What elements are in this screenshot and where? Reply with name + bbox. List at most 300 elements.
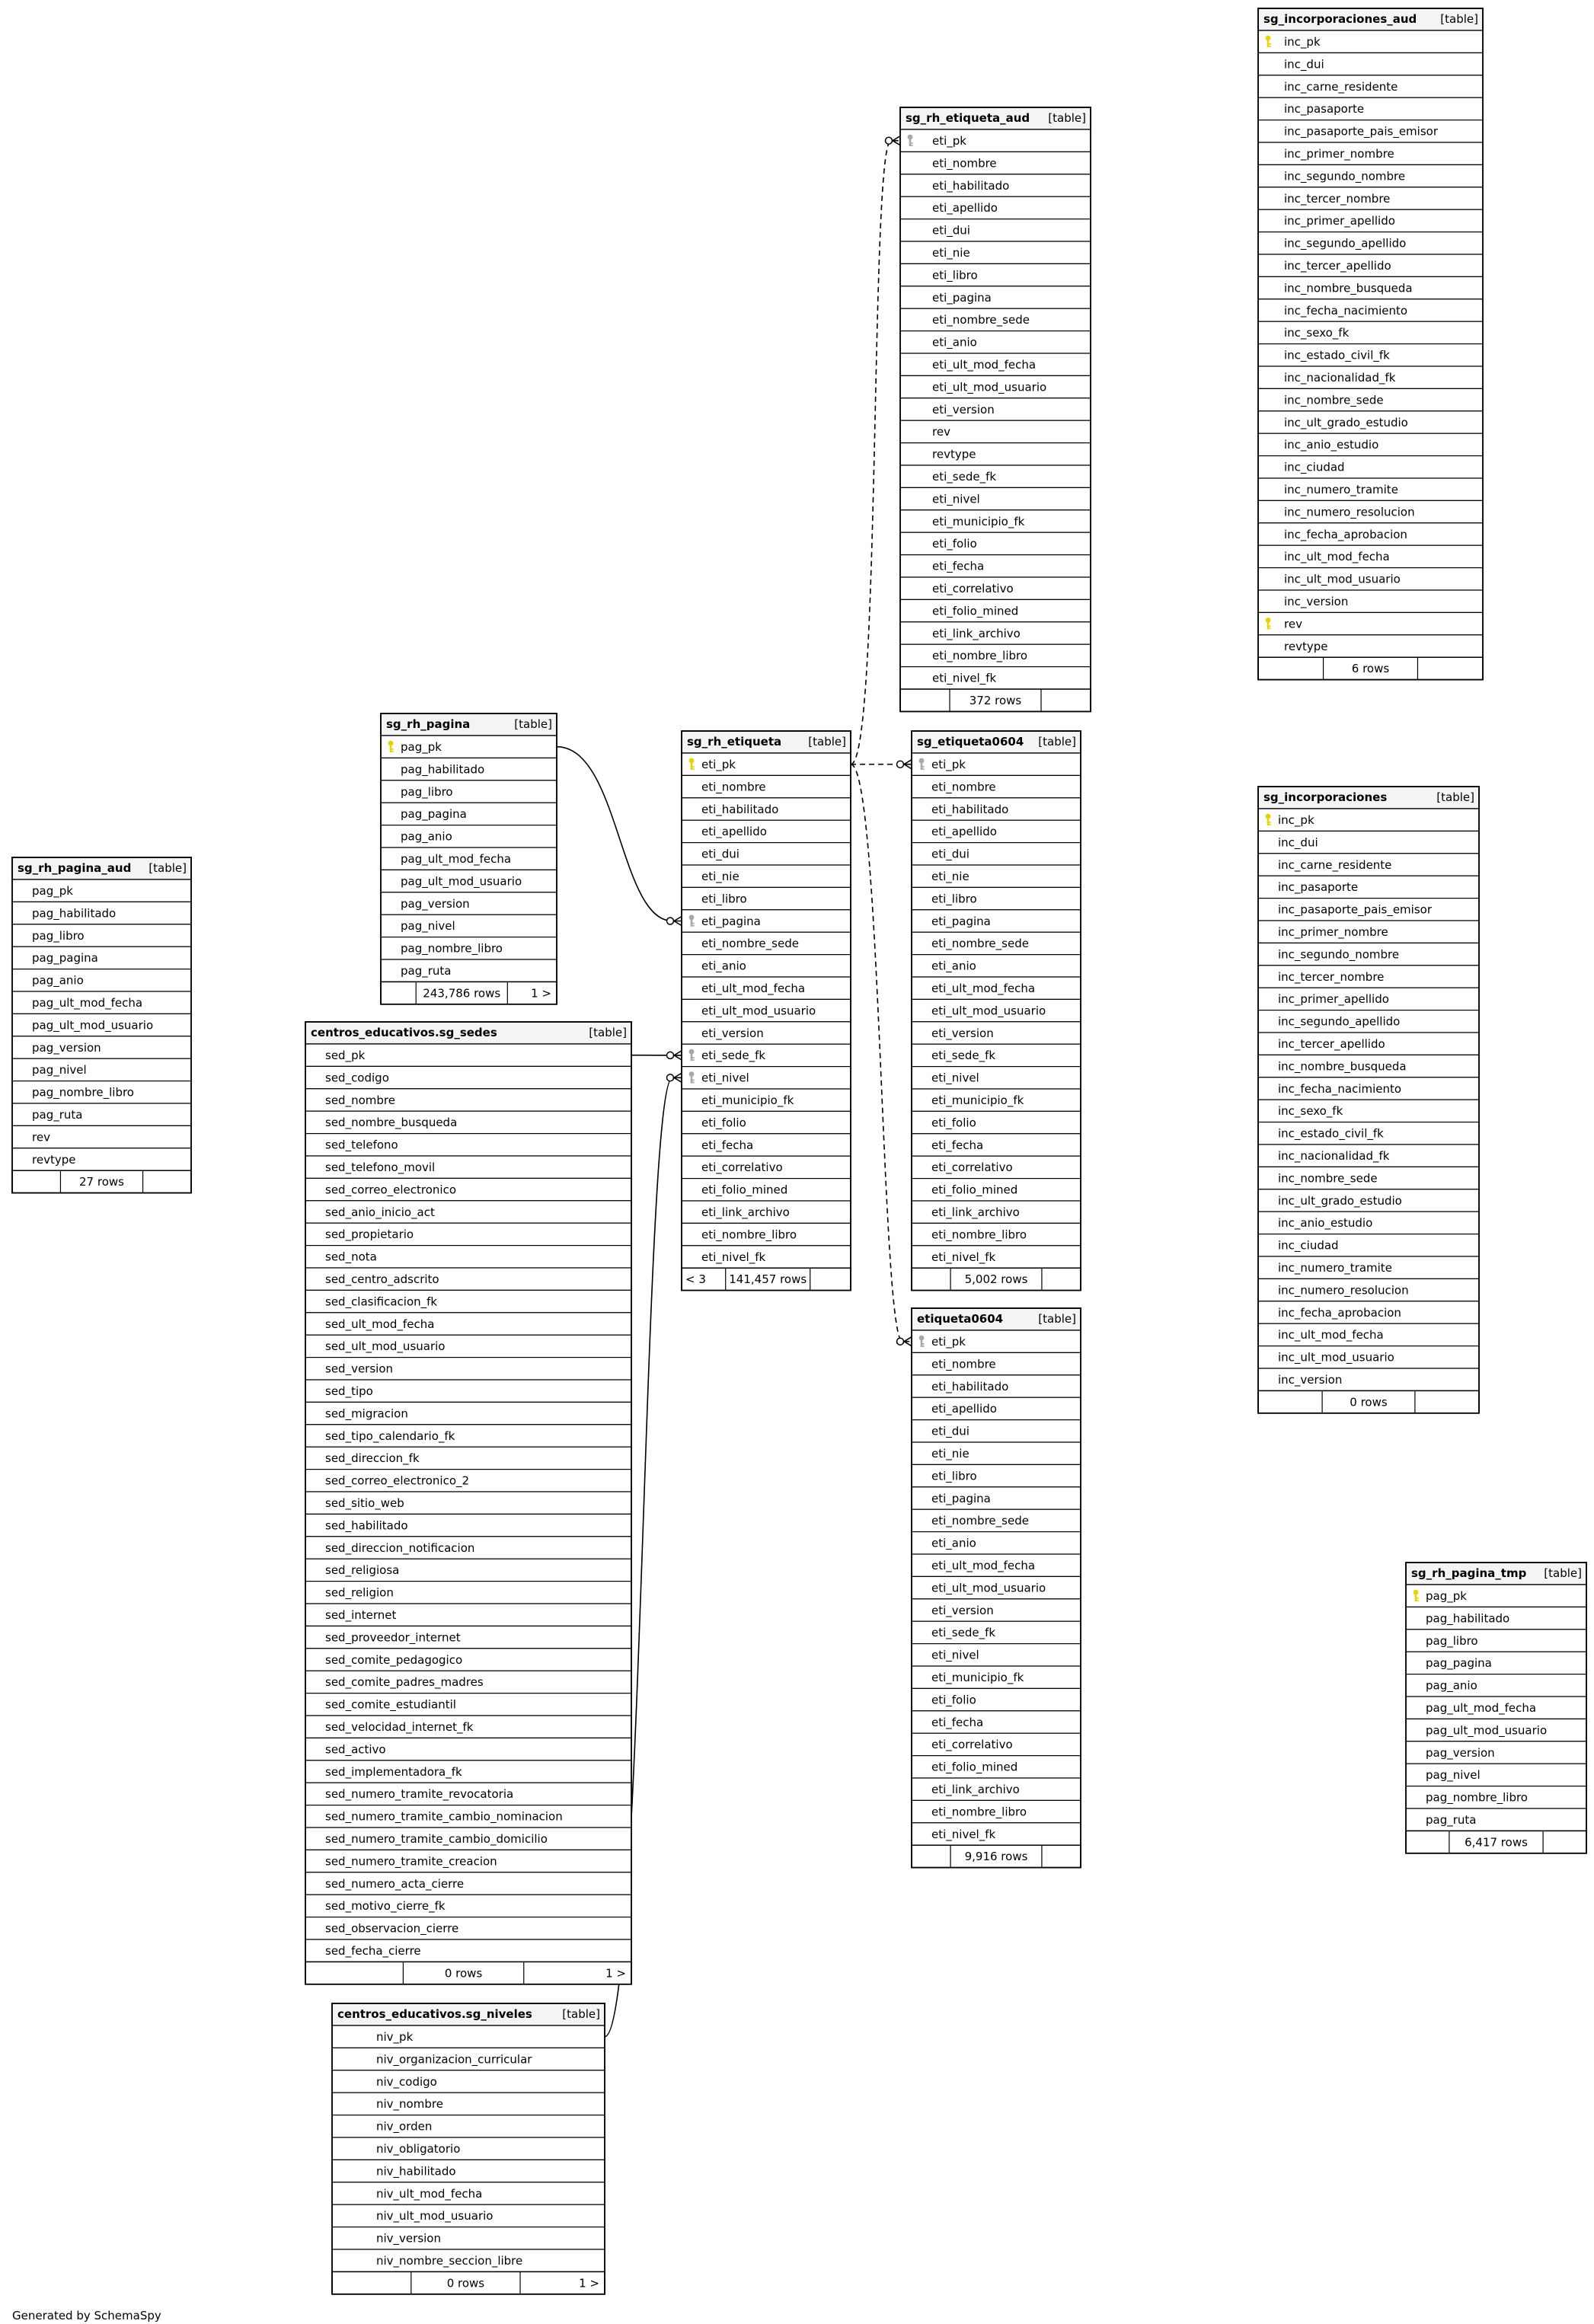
column-name: inc_ult_mod_fecha (1278, 1328, 1384, 1342)
row-count: 0 rows (1350, 1395, 1388, 1409)
column-name: eti_nivel_fk (701, 1250, 766, 1264)
column-name: pag_pk (401, 740, 442, 754)
column-name: sed_numero_acta_cierre (325, 1876, 465, 1891)
table-type-label: [table] (1038, 735, 1076, 749)
column-name: eti_municipio_fk (931, 1093, 1024, 1107)
column-name: eti_apellido (931, 1402, 997, 1416)
row-count: 6,417 rows (1465, 1835, 1528, 1850)
column-name: eti_correlativo (931, 1738, 1013, 1752)
column-row[interactable] (900, 263, 1091, 286)
column-name: niv_orden (376, 2119, 433, 2134)
column-name: eti_pagina (701, 914, 761, 928)
column-name: eti_ult_mod_fecha (701, 982, 806, 995)
column-name: eti_nombre_libro (931, 1227, 1027, 1242)
column-name: inc_version (1278, 1373, 1343, 1387)
column-name: eti_link_archivo (701, 1205, 790, 1219)
column-name: eti_nombre_sede (931, 1514, 1029, 1528)
column-name: eti_folio (932, 537, 977, 551)
column-name: sed_codigo (325, 1071, 389, 1085)
column-name: eti_ult_mod_usuario (932, 380, 1047, 394)
column-name: eti_nie (931, 1447, 969, 1460)
column-name: pag_pagina (401, 807, 467, 822)
column-name: sed_clasificacion_fk (325, 1294, 438, 1309)
column-name: eti_sede_fk (932, 470, 997, 484)
column-name: eti_sede_fk (931, 1626, 996, 1640)
column-name: eti_anio (701, 959, 746, 973)
column-name: inc_nombre_busqueda (1284, 281, 1413, 295)
column-name: sed_tipo_calendario_fk (325, 1429, 455, 1443)
column-name: inc_dui (1284, 57, 1324, 72)
column-name: eti_pk (701, 758, 736, 771)
column-name: niv_nombre (376, 2097, 443, 2112)
column-name: sed_version (325, 1362, 394, 1376)
column-name: sed_implementadora_fk (325, 1764, 462, 1779)
column-name: eti_fecha (931, 1138, 984, 1152)
column-name: sed_correo_electronico_2 (325, 1473, 470, 1488)
column-name: sed_nota (325, 1250, 377, 1264)
column-name: eti_version (931, 1026, 994, 1040)
column-name: inc_anio_estudio (1284, 438, 1379, 452)
column-name: eti_pagina (932, 290, 992, 305)
column-name: sed_numero_tramite_cambio_nominacion (325, 1809, 563, 1824)
column-name: eti_nivel_fk (932, 671, 997, 685)
column-name: pag_version (401, 896, 470, 911)
column-name: eti_link_archivo (931, 1205, 1020, 1219)
column-name: eti_pagina (931, 1491, 991, 1505)
column-name: inc_segundo_nombre (1278, 947, 1400, 962)
column-row[interactable] (900, 443, 1091, 465)
table-type-label: [table] (1048, 111, 1086, 125)
column-name: eti_nombre_libro (931, 1805, 1027, 1819)
column-name: eti_fecha (932, 559, 985, 573)
column-name: pag_ult_mod_fecha (401, 852, 512, 866)
row-count: 6 rows (1351, 662, 1390, 676)
column-name: eti_folio_mined (701, 1183, 788, 1197)
column-name: inc_tercer_nombre (1278, 969, 1385, 984)
table-name: sg_rh_etiqueta_aud (906, 111, 1030, 125)
table-name: centros_educativos.sg_sedes (311, 1026, 497, 1039)
column-name: eti_nivel (932, 492, 980, 506)
column-name: eti_pk (932, 134, 966, 148)
column-name: eti_dui (701, 847, 740, 861)
table-centros-educativos-sg-niveles[interactable] (332, 2003, 605, 2294)
table-centros-educativos-sg-sedes[interactable] (305, 1022, 631, 1984)
table-type-label: [table] (589, 1026, 627, 1039)
row-count: 372 rows (969, 694, 1022, 707)
child-count-link[interactable]: 1 > (605, 1966, 626, 1981)
column-name: inc_pasaporte_pais_emisor (1278, 902, 1432, 917)
column-row[interactable] (900, 219, 1091, 241)
column-name: sed_internet (325, 1608, 397, 1622)
column-name: pag_pagina (1426, 1656, 1492, 1671)
column-name: sed_telefono (325, 1138, 398, 1152)
column-name: pag_habilitado (32, 906, 117, 921)
column-name: inc_primer_nombre (1278, 925, 1388, 939)
column-name: eti_dui (931, 1424, 969, 1438)
column-name: eti_ult_mod_fecha (932, 358, 1037, 372)
row-count: 9,916 rows (964, 1850, 1028, 1864)
column-name: eti_habilitado (701, 802, 779, 816)
table-name: sg_incorporaciones (1263, 790, 1388, 804)
column-name: sed_numero_tramite_creacion (325, 1854, 497, 1869)
column-name: niv_habilitado (376, 2164, 456, 2179)
table-type-label: [table] (1544, 1566, 1582, 1580)
column-name: sed_activo (325, 1742, 386, 1757)
column-name: sed_religion (325, 1585, 394, 1600)
column-name: eti_sede_fk (701, 1049, 766, 1063)
column-name: pag_libro (1426, 1633, 1478, 1648)
column-row[interactable] (900, 286, 1091, 308)
column-name: eti_habilitado (931, 1379, 1009, 1393)
column-name: inc_tercer_apellido (1278, 1037, 1385, 1051)
column-name: pag_ult_mod_fecha (1426, 1701, 1537, 1715)
column-name: niv_organizacion_curricular (376, 2052, 532, 2067)
relationship-edge (851, 136, 900, 765)
table-sg-rh-pagina[interactable] (381, 713, 557, 1004)
column-name: pag_anio (401, 829, 452, 844)
column-name: eti_correlativo (932, 582, 1014, 595)
table-sg-rh-etiqueta-aud[interactable] (900, 107, 1091, 711)
column-name: inc_fecha_nacimiento (1278, 1081, 1402, 1096)
column-name: sed_pk (325, 1049, 366, 1062)
child-count-link[interactable]: 1 > (531, 986, 551, 1001)
table-type-label: [table] (562, 2007, 600, 2021)
column-name: inc_primer_apellido (1278, 992, 1389, 1007)
column-name: inc_segundo_nombre (1284, 169, 1406, 184)
column-name: inc_ciudad (1284, 460, 1345, 474)
table-sg-etiqueta0604[interactable] (912, 731, 1081, 1291)
column-name: eti_nombre (932, 156, 997, 171)
table-type-label: [table] (1038, 1312, 1076, 1326)
column-name: inc_ciudad (1278, 1238, 1339, 1253)
column-name: pag_anio (1426, 1678, 1477, 1693)
generated-by-footer: Generated by SchemaSpy (12, 2309, 161, 2322)
column-name: pag_ruta (1426, 1813, 1477, 1827)
column-name: eti_apellido (932, 201, 998, 215)
column-name: inc_nacionalidad_fk (1278, 1149, 1390, 1163)
column-name: inc_numero_resolucion (1278, 1283, 1409, 1298)
table-name: centros_educativos.sg_niveles (337, 2007, 532, 2021)
column-name: eti_ult_mod_usuario (931, 1004, 1046, 1018)
column-name: inc_pk (1278, 813, 1314, 827)
column-name: eti_municipio_fk (932, 514, 1025, 528)
column-name: eti_anio (931, 1536, 976, 1550)
table-sg-incorporaciones-aud[interactable] (1258, 8, 1483, 680)
table-type-label: [table] (1440, 12, 1478, 26)
column-name: inc_ult_mod_usuario (1278, 1350, 1394, 1365)
table-etiqueta0604[interactable] (912, 1308, 1081, 1868)
table-name: sg_rh_etiqueta (687, 735, 782, 749)
table-name: etiqueta0604 (917, 1312, 1004, 1326)
column-name: pag_ult_mod_usuario (401, 874, 522, 889)
column-name: pag_ult_mod_usuario (32, 1018, 154, 1033)
column-row[interactable] (900, 532, 1091, 554)
column-name: pag_habilitado (1426, 1611, 1510, 1626)
column-name: sed_religiosa (325, 1563, 400, 1578)
column-name: niv_codigo (376, 2074, 437, 2089)
column-name: eti_nivel_fk (931, 1827, 996, 1841)
column-name: eti_apellido (931, 825, 997, 839)
column-name: inc_pasaporte (1278, 880, 1359, 895)
column-name: eti_version (931, 1603, 994, 1617)
column-row[interactable] (900, 331, 1091, 353)
column-name: inc_primer_nombre (1284, 147, 1394, 161)
column-row[interactable] (900, 487, 1091, 509)
column-row[interactable] (332, 2093, 605, 2115)
column-name: inc_ult_mod_usuario (1284, 572, 1401, 586)
column-name: eti_pk (931, 758, 966, 771)
column-name: eti_nombre_sede (932, 313, 1030, 327)
column-name: pag_version (32, 1040, 101, 1055)
column-name: sed_ult_mod_fecha (325, 1317, 435, 1331)
column-name: eti_pk (931, 1335, 966, 1349)
column-name: eti_ult_mod_fecha (931, 1559, 1036, 1572)
column-name: sed_proveedor_internet (325, 1630, 461, 1645)
column-name: inc_nombre_busqueda (1278, 1059, 1407, 1074)
column-name: revtype (932, 447, 976, 461)
column-name: eti_municipio_fk (701, 1093, 794, 1107)
column-name: rev (32, 1130, 50, 1144)
column-name: sed_tipo (325, 1384, 373, 1398)
column-name: inc_numero_resolucion (1284, 505, 1415, 519)
column-name: eti_fecha (931, 1715, 984, 1729)
column-row[interactable] (332, 2026, 605, 2048)
column-name: eti_nie (701, 870, 740, 883)
column-name: eti_version (701, 1026, 764, 1040)
cardinality-marker (897, 761, 904, 768)
column-name: pag_version (1426, 1745, 1495, 1760)
column-name: pag_habilitado (401, 762, 485, 777)
column-name: eti_dui (932, 223, 970, 238)
column-name: sed_anio_inicio_act (325, 1205, 435, 1219)
column-name: pag_libro (32, 928, 85, 943)
column-name: eti_libro (931, 1469, 977, 1483)
column-name: sed_direccion_fk (325, 1451, 420, 1466)
column-name: eti_folio_mined (932, 604, 1019, 618)
column-name: eti_nombre_sede (931, 937, 1029, 951)
column-name: eti_dui (931, 847, 969, 861)
column-name: pag_anio (32, 973, 84, 988)
column-name: inc_ult_grado_estudio (1278, 1193, 1402, 1208)
column-name: niv_ult_mod_usuario (376, 2209, 494, 2223)
table-type-label: [table] (1436, 790, 1474, 804)
column-name: eti_correlativo (701, 1160, 783, 1175)
cardinality-marker (897, 1338, 904, 1345)
column-name: eti_nivel (931, 1648, 979, 1662)
column-name: eti_folio_mined (931, 1183, 1018, 1197)
column-name: inc_carne_residente (1284, 79, 1398, 94)
relationship-edge (851, 760, 912, 769)
row-count: 0 rows (446, 2276, 485, 2290)
cardinality-marker (667, 1052, 674, 1058)
column-name: sed_fecha_cierre (325, 1944, 421, 1958)
column-name: pag_nivel (32, 1063, 87, 1077)
column-row[interactable] (900, 241, 1091, 263)
column-name: sed_migracion (325, 1406, 408, 1421)
column-name: pag_nivel (401, 919, 455, 934)
column-name: inc_tercer_apellido (1284, 259, 1391, 273)
column-name: pag_ult_mod_fecha (32, 996, 143, 1010)
column-name: eti_pagina (931, 914, 991, 928)
column-name: eti_ult_mod_usuario (701, 1004, 816, 1018)
column-name: sed_comite_estudiantil (325, 1697, 456, 1712)
column-name: inc_carne_residente (1278, 857, 1392, 872)
parent-count-link[interactable]: < 3 (685, 1272, 706, 1287)
column-name: inc_nombre_sede (1284, 393, 1384, 407)
table-sg-rh-pagina-tmp[interactable] (1406, 1563, 1586, 1853)
column-name: eti_apellido (701, 825, 767, 839)
column-name: inc_estado_civil_fk (1278, 1126, 1384, 1141)
column-row[interactable] (332, 2137, 605, 2160)
table-name: sg_rh_pagina_aud (18, 861, 132, 875)
column-name: eti_correlativo (931, 1160, 1013, 1175)
table-name: sg_etiqueta0604 (917, 735, 1024, 749)
column-name: eti_version (932, 402, 995, 417)
column-name: eti_ult_mod_fecha (931, 982, 1036, 995)
column-row[interactable] (332, 2160, 605, 2182)
column-name: eti_ult_mod_usuario (931, 1581, 1046, 1595)
column-name: inc_anio_estudio (1278, 1216, 1373, 1231)
relationship-edge (631, 1051, 682, 1060)
column-name: eti_folio (931, 1116, 976, 1130)
column-name: rev (1284, 617, 1302, 631)
column-name: inc_numero_tramite (1278, 1261, 1392, 1275)
column-name: sed_velocidad_internet_fk (325, 1720, 474, 1734)
column-name: inc_sexo_fk (1284, 326, 1350, 340)
column-row[interactable] (900, 129, 1091, 152)
row-count: 27 rows (79, 1175, 124, 1189)
column-row[interactable] (900, 398, 1091, 420)
column-name: eti_sede_fk (931, 1049, 996, 1063)
column-name: pag_ult_mod_usuario (1426, 1723, 1548, 1738)
column-name: inc_tercer_nombre (1284, 191, 1391, 206)
column-name: inc_primer_apellido (1284, 214, 1395, 228)
column-name: eti_nie (931, 870, 969, 883)
row-count: 141,457 rows (729, 1272, 807, 1287)
column-row[interactable] (332, 2070, 605, 2093)
column-name: inc_version (1284, 595, 1349, 608)
column-name: inc_nombre_sede (1278, 1171, 1378, 1186)
column-name: inc_estado_civil_fk (1284, 348, 1390, 362)
column-name: sed_propietario (325, 1227, 414, 1242)
table-name: sg_incorporaciones_aud (1263, 12, 1417, 26)
column-name: eti_nombre_libro (701, 1227, 797, 1242)
column-name: eti_libro (932, 268, 978, 283)
column-name: pag_nombre_libro (401, 941, 503, 956)
column-name: eti_nombre_libro (932, 649, 1028, 663)
column-name: eti_anio (931, 959, 976, 973)
column-name: eti_folio_mined (931, 1760, 1018, 1774)
column-name: inc_pk (1284, 35, 1321, 49)
column-name: rev (932, 425, 950, 439)
column-name: sed_habilitado (325, 1518, 408, 1533)
table-sg-incorporaciones[interactable] (1258, 787, 1479, 1413)
column-name: pag_libro (401, 784, 453, 799)
column-name: inc_segundo_apellido (1278, 1014, 1401, 1029)
column-name: eti_habilitado (932, 178, 1010, 193)
table-type-label: [table] (808, 735, 846, 749)
table-name: sg_rh_pagina_tmp (1411, 1566, 1527, 1580)
column-name: sed_numero_tramite_revocatoria (325, 1787, 514, 1802)
column-name: eti_nivel (931, 1071, 979, 1085)
column-name: sed_nombre (325, 1093, 395, 1107)
table-nodes (12, 8, 1586, 2294)
table-sg-rh-pagina-aud[interactable] (12, 857, 191, 1193)
column-name: eti_folio (931, 1693, 976, 1707)
column-name: inc_nacionalidad_fk (1284, 371, 1396, 385)
column-name: sed_comite_padres_madres (325, 1675, 484, 1690)
child-count-link[interactable]: 1 > (579, 2276, 599, 2290)
column-name: eti_municipio_fk (931, 1671, 1024, 1684)
column-name: inc_numero_tramite (1284, 483, 1398, 496)
column-name: pag_pk (1426, 1589, 1467, 1603)
column-name: pag_nombre_libro (32, 1085, 134, 1100)
column-name: niv_ult_mod_fecha (376, 2186, 483, 2201)
column-name: niv_version (376, 2231, 441, 2246)
column-name: sed_observacion_cierre (325, 1921, 459, 1936)
column-name: inc_fecha_nacimiento (1284, 303, 1408, 318)
column-name: sed_sitio_web (325, 1496, 404, 1510)
column-name: eti_libro (701, 892, 747, 906)
column-name: inc_dui (1278, 835, 1318, 850)
column-name: sed_direccion_notificacion (325, 1540, 475, 1555)
column-name: niv_nombre_seccion_libre (376, 2254, 523, 2268)
column-name: sed_numero_tramite_cambio_domicilio (325, 1832, 548, 1846)
column-name: inc_fecha_aprobacion (1284, 527, 1407, 541)
column-name: eti_link_archivo (931, 1783, 1020, 1796)
cardinality-marker (886, 137, 893, 144)
row-count: 5,002 rows (964, 1272, 1028, 1287)
row-count: 0 rows (444, 1966, 483, 1981)
column-name: eti_nivel_fk (931, 1250, 996, 1264)
column-name: eti_link_archivo (932, 626, 1021, 640)
row-count: 243,786 rows (423, 986, 501, 1001)
column-name: sed_nombre_busqueda (325, 1116, 458, 1130)
column-name: pag_pagina (32, 951, 98, 966)
column-name: sed_centro_adscrito (325, 1272, 439, 1286)
column-name: niv_obligatorio (376, 2142, 461, 2156)
column-row[interactable] (900, 420, 1091, 442)
column-name: pag_ruta (32, 1108, 83, 1122)
column-name: niv_pk (376, 2030, 414, 2044)
column-name: inc_pasaporte_pais_emisor (1284, 124, 1438, 139)
column-name: inc_ult_mod_fecha (1284, 550, 1390, 564)
column-name: eti_nombre_sede (701, 937, 799, 951)
table-name: sg_rh_pagina (386, 717, 471, 731)
table-type-label: [table] (514, 717, 552, 731)
relationship-edge (557, 747, 682, 926)
column-name: sed_telefono_movil (325, 1160, 436, 1174)
column-row[interactable] (332, 2227, 605, 2249)
column-name: eti_fecha (701, 1138, 754, 1152)
column-name: inc_pasaporte (1284, 102, 1365, 117)
column-name: eti_nivel (701, 1071, 749, 1085)
column-row[interactable] (900, 555, 1091, 577)
table-sg-rh-etiqueta[interactable] (682, 731, 851, 1291)
column-name: pag_pk (32, 884, 73, 898)
column-name: inc_sexo_fk (1278, 1104, 1343, 1119)
table-type-label: [table] (149, 861, 187, 875)
column-row[interactable] (332, 2115, 605, 2137)
column-name: inc_fecha_aprobacion (1278, 1305, 1401, 1320)
column-name: eti_anio (932, 335, 977, 350)
cardinality-marker (667, 918, 674, 924)
column-name: sed_motivo_cierre_fk (325, 1899, 446, 1914)
column-name: sed_ult_mod_usuario (325, 1339, 446, 1354)
column-name: eti_habilitado (931, 802, 1009, 816)
column-name: revtype (32, 1152, 76, 1167)
column-name: pag_nivel (1426, 1768, 1481, 1783)
